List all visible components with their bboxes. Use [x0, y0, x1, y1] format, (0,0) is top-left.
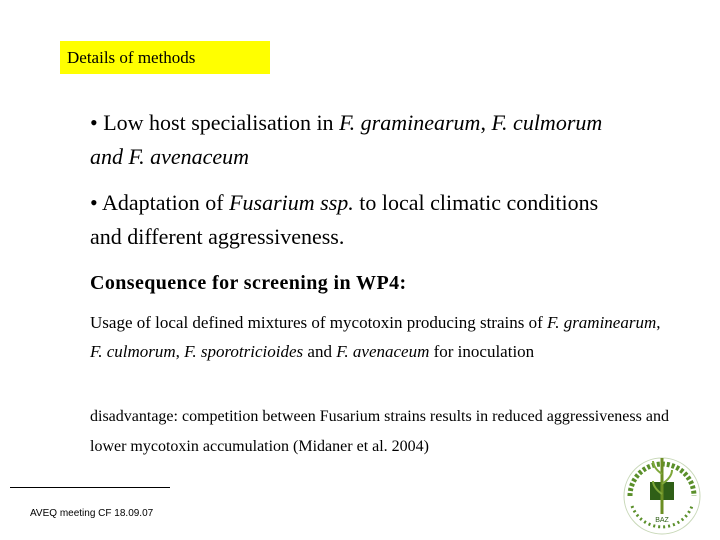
bullet-1-prefix: • Low host specialisation in — [90, 110, 340, 135]
species-culmorum: F. culmorum — [90, 342, 176, 361]
species-graminearum: F. graminearum — [547, 313, 657, 332]
footer-rule — [10, 487, 170, 488]
logo-letters: BAZ — [655, 517, 669, 524]
species-avenaceum: and F. avenaceum — [90, 144, 250, 169]
footer-text: AVEQ meeting CF 18.09.07 — [30, 508, 154, 519]
bullet-2-line2: and different aggressiveness. — [90, 224, 345, 249]
bullet-2-rest: to local climatic conditions — [353, 190, 599, 215]
species-culmorum: F. culmorum — [491, 110, 603, 135]
sep: , — [480, 110, 492, 135]
slide-title-text: Details of methods — [67, 48, 196, 67]
fusarium-ssp: Fusarium ssp. — [229, 190, 354, 215]
species-avenaceum: F. avenaceum — [336, 342, 430, 361]
usage-prefix: Usage of local defined mixtures of mycotoxin producing strains of — [90, 313, 547, 332]
sep: , — [175, 342, 185, 361]
disadvantage-paragraph: disadvantage: competition between Fusarium strains results in reduced aggressiveness and lower mycotoxin accumulation (Midaner et al. 2004) — [90, 408, 669, 455]
usage-paragraph — [90, 308, 670, 366]
bullet-2-prefix: • Adaptation of — [90, 190, 230, 215]
consequence-heading: Consequence for screening in WP4: — [90, 272, 407, 294]
bullet-host-specialisation — [90, 106, 690, 174]
sep: , — [656, 313, 661, 332]
species-sporotricioides: F. sporotricioides — [184, 342, 304, 361]
usage-suffix: for inoculation — [429, 342, 535, 361]
and: and — [303, 342, 337, 361]
bullet-adaptation — [90, 186, 690, 254]
species-graminearum: F. graminearum — [339, 110, 481, 135]
slide-title — [60, 41, 270, 74]
plant-research-seal-icon — [612, 448, 712, 536]
